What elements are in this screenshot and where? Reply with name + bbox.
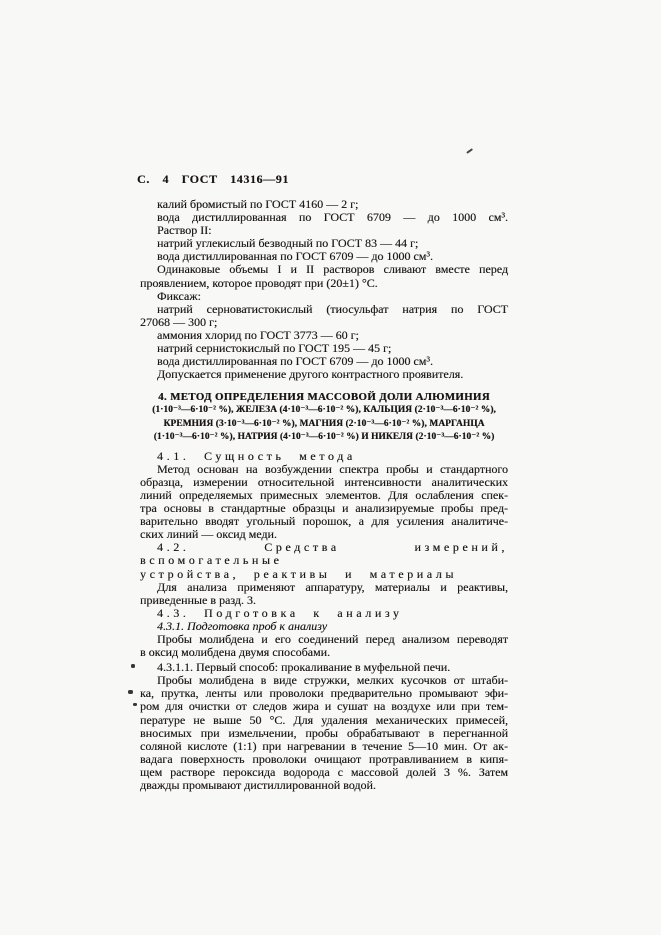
subsection-heading: 4.2. Средства измерений, вспомогательные (140, 540, 508, 568)
text-line: калий бромистый по ГОСТ 4160 — 2 г; (157, 197, 359, 211)
text-line: Раствор II: (157, 223, 212, 238)
text-line: Одинаковые объемы I и II растворов сливают вместе перед (157, 262, 508, 277)
text-line: ских линий — оксид меди. (140, 527, 277, 542)
text-line: натрий углекислый безводный по ГОСТ 83 — 44 г; (157, 236, 419, 251)
section-heading-range: (1·10⁻³—6·10⁻² %), НАТРИЯ (4·10⁻³—6·10⁻² %) И НИКЕЛЯ (2·10⁻³—6·10⁻² %) (153, 431, 495, 442)
text-line: Пробы молибдена и его соединений перед анализом переводят (157, 632, 508, 646)
text-line: 27068 — 300 г; (140, 314, 218, 329)
text-line: ка, прутка, ленты или проволоки предварительно промывают эфи- (140, 686, 508, 701)
text-line: в оксид молибдена двумя способами. (140, 645, 331, 660)
text-line: 4.3.1.1. Первый способ: прокаливание в муфельной печи. (157, 660, 451, 675)
text-line: щем растворе пероксида водорода с массовой долей 3 %. Затем (140, 764, 508, 779)
text-line: вода дистиллированная по ГОСТ 6709 — до 1000 см³. (157, 210, 508, 225)
section-heading-range: (1·10⁻³—6·10⁻² %), ЖЕЛЕЗА (4·10⁻³—6·10⁻² %), КАЛЬЦИЯ (2·10⁻³—6·10⁻² %), (152, 405, 496, 416)
scan-speck (131, 664, 135, 668)
text-line: дважды промывают дистиллированной водой. (140, 778, 376, 793)
scan-speck (466, 148, 473, 153)
text-line: вадага поверхность проволоки очищают протравливанием в кипя- (140, 751, 508, 766)
text-line: натрий серноватистокислый (тиосульфат натрия по ГОСТ (157, 301, 508, 316)
document-content (140, 198, 508, 792)
text-line: тра основы в стандартные образцы и анализируемые пробы пред- (140, 501, 508, 516)
clause-heading: 4.3.1. Подготовка проб к анализу (157, 618, 328, 633)
section-heading-range: КРЕМНИЯ (3·10⁻³—6·10⁻² %), МАГНИЯ (2·10⁻³—6·10⁻² %), МАРГАНЦА (163, 418, 485, 429)
text-line: Фиксаж: (157, 288, 201, 303)
text-line: пературе не выше 50 °С. Для удаления механических примесей, (140, 712, 508, 727)
text-line: варительно вводят угольный порошок, а для усиления аналитиче- (140, 514, 508, 529)
section-heading: 4. МЕТОД ОПРЕДЕЛЕНИЯ МАССОВОЙ ДОЛИ АЛЮМИНИЯ (158, 391, 490, 404)
text-line: вносимых при измельчении, пробы обрабатывают в перегнанной (140, 725, 508, 740)
text-line: вода дистиллированная по ГОСТ 6709 — до 1000 см³. (157, 354, 433, 369)
text-line: Для анализа применяют аппаратуру, материалы и реактивы, (157, 579, 508, 594)
text-line: образца, измерении относительной интенсивности аналитических (140, 474, 508, 489)
text-line: соляной кислоте (1:1) при нагревании в течение 5—10 мин. От ак- (140, 738, 508, 753)
text-line: Метод основан на возбуждении спектра пробы и стандартного (157, 461, 508, 476)
text-line: Допускается применение другого контрастного проявителя. (157, 367, 464, 382)
subsection-heading: устройства, реактивы и материалы (140, 566, 458, 581)
scan-speck (128, 690, 133, 694)
text-line: приведенные в разд. 3. (140, 592, 256, 607)
text-line: вода дистиллированная по ГОСТ 6709 — до 1000 см³. (157, 249, 433, 264)
text-line: натрий сернистокислый по ГОСТ 195 — 45 г; (157, 341, 392, 356)
running-header: С. 4 ГОСТ 14316—91 (137, 172, 289, 186)
text-line: проявлением, которое проводят при (20±1) °С. (140, 275, 378, 290)
text-line: ром для очистки от следов жира и сушат на воздухе или при тем- (140, 699, 508, 714)
scan-speck (133, 703, 137, 706)
subsection-heading: 4.1. Сущность метода (157, 448, 356, 463)
text-line: Пробы молибдена в виде стружки, мелких кусочков от штаби- (157, 673, 508, 688)
text-line: аммония хлорид по ГОСТ 3773 — 60 г; (157, 327, 359, 342)
subsection-heading: 4.3. Подготовка к анализу (157, 605, 403, 620)
text-line: линий определяемых примесных элементов. Для ослабления спек- (140, 487, 508, 502)
